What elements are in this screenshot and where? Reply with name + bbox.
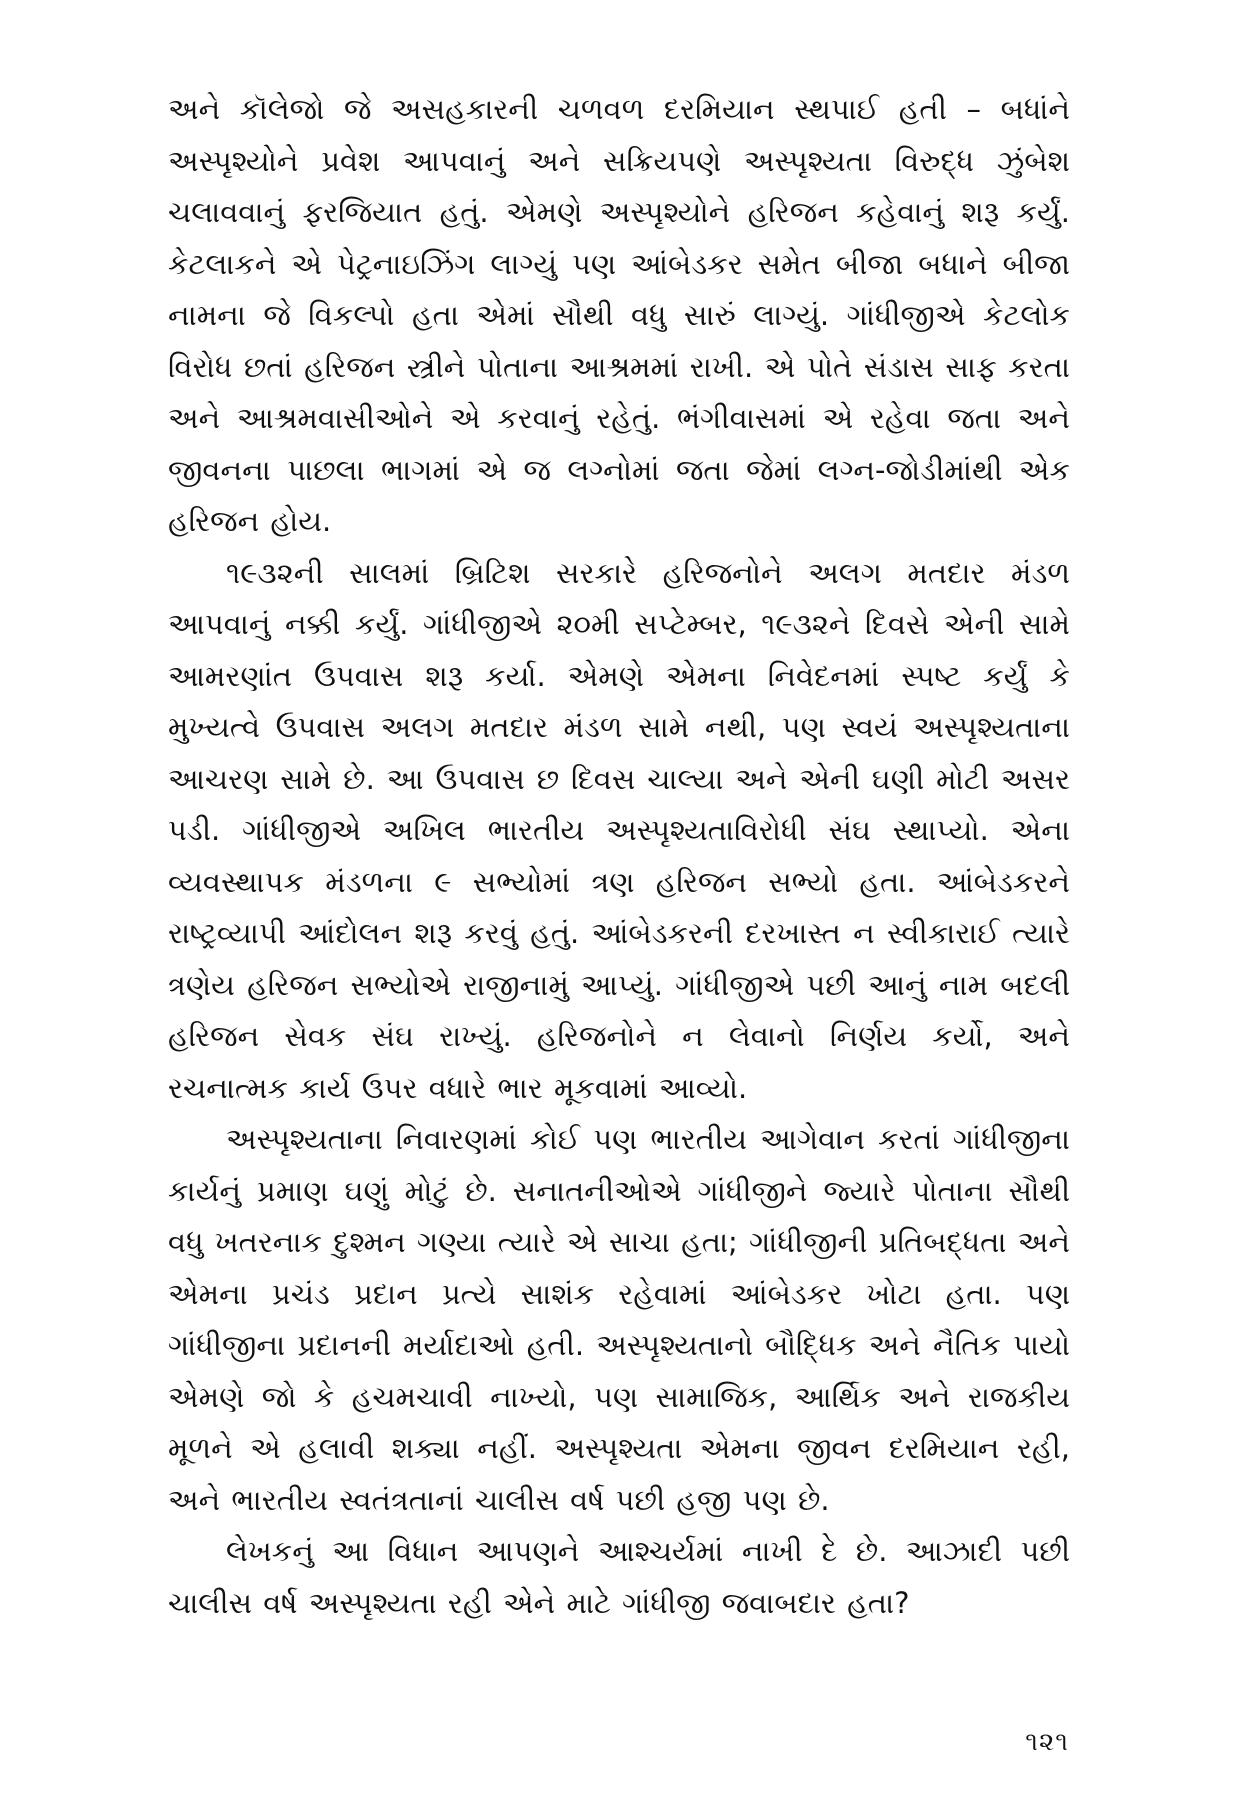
paragraph-continuation: અને કૉલેજો જે અસહકારની ચળવળ દરમિયાન સ્થપાઈ હતી – બધાંને અસ્પૃશ્યોને પ્રવેશ આપવાનું અને સક્રિયપણે અસ્પૃશ્યતા વિરુદ્ધ ઝુંબેશ ચલાવવાનું ફરજિયાત હતું. એમણે અસ્પૃશ્યોને હરિજન કહેવાનું શરૂ કર્યું. કેટલાકને એ પેટ્રનાઇઝિંગ લાગ્યું પણ આંબેડકર સમેત બીજા બધાને બીજા નામના જે વિકલ્પો હતા એમાં સૌથી વધુ સારું લાગ્યું. ગાંધીજીએ કેટલોક વિરોધ છતાં હરિજન સ્ત્રીને પોતાના આશ્રમમાં રાખી. એ પોતે સંડાસ સાફ કરતા અને આશ્રમવાસીઓને એ કરવાનું રહેતું. ભંગીવાસમાં એ રહેવા જતા અને જીવનના પાછલા ભાગમાં એ જ લગ્નોમાં જતા જેમાં લગ્ન-જોડીમાંથી એક હરિજન હોય.: [168, 92, 1070, 538]
paragraph-gandhi-contribution: અસ્પૃશ્યતાના નિવારણમાં કોઈ પણ ભારતીય આગેવાન કરતાં ગાંધીજીના કાર્યનું પ્રમાણ ઘણું મોટું છે. સનાતનીઓએ ગાંધીજીને જ્યારે પોતાના સૌથી વધુ ખતરનાક દુશ્મન ગણ્યા ત્યારે એ સાચા હતા; ગાંધીજીની પ્રતિબદ્ધતા અને એમના પ્રચંડ પ્રદાન પ્રત્યે સાશંક રહેવામાં આંબેડકર ખોટા હતા. પણ ગાંધીજીના પ્રદાનની મર્યાદાઓ હતી. અસ્પૃશ્યતાનો બૌદ્ધિક અને નૈતિક પાયો એમણે જો કે હચમચાવી નાખ્યો, પણ સામાજિક, આર્થિક અને રાજકીય મૂળને એ હલાવી શક્યા નહીં. અસ્પૃશ્યતા એમના જીવન દરમિયાન રહી, અને ભારતીય સ્વતંત્રતાનાં ચાલીસ વર્ષ પછી હજી પણ છે.: [168, 1122, 1070, 1517]
paragraph-separate-electorate: ૧૯૩૨ની સાલમાં બ્રિટિશ સરકારે હરિજનોને અલગ મતદાર મંડળ આપવાનું નક્કી કર્યું. ગાંધીજીએ ૨૦મી સપ્ટેમ્બર, ૧૯૩૨ને દિવસે એની સામે આમરણાંત ઉપવાસ શરૂ કર્યા. એમણે એમના નિવેદનમાં સ્પષ્ટ કર્યું કે મુખ્યત્વે ઉપવાસ અલગ મતદાર મંડળ સામે નથી, પણ સ્વયં અસ્પૃશ્યતાના આચરણ સામે છે. આ ઉપવાસ છ દિવસ ચાલ્યા અને એની ઘણી મોટી અસર પડી. ગાંધીજીએ અખિલ ભારતીય અસ્પૃશ્યતાવિરોધી સંઘ સ્થાપ્યો. એના વ્યવસ્થાપક મંડળના ૯ સભ્યોમાં ત્રણ હરિજન સભ્યો હતા. આંબેડકરને રાષ્ટ્રવ્યાપી આંદોલન શરૂ કરવું હતું. આંબેડકરની દરખાસ્ત ન સ્વીકારાઈ ત્યારે ત્રણેય હરિજન સભ્યોએ રાજીનામું આપ્યું. ગાંધીજીએ પછી આનું નામ બદલી હરિજન સેવક સંઘ રાખ્યું. હરિજનોને ન લેવાનો નિર્ણય કર્યો, અને રચનાત્મક કાર્ય ઉપર વધારે ભાર મૂકવામાં આવ્યો.: [168, 555, 1070, 1105]
body-text: [168, 84, 1070, 1629]
paragraph-author-statement: લેખકનું આ વિધાન આપણને આશ્ચર્યમાં નાખી દે છે. આઝાદી પછી ચાલીસ વર્ષ અસ્પૃશ્યતા રહી એને માટે ગાંધીજી જવાબદાર હતા?: [168, 1534, 1070, 1620]
page-number: ૧૨૧: [1025, 1727, 1069, 1757]
